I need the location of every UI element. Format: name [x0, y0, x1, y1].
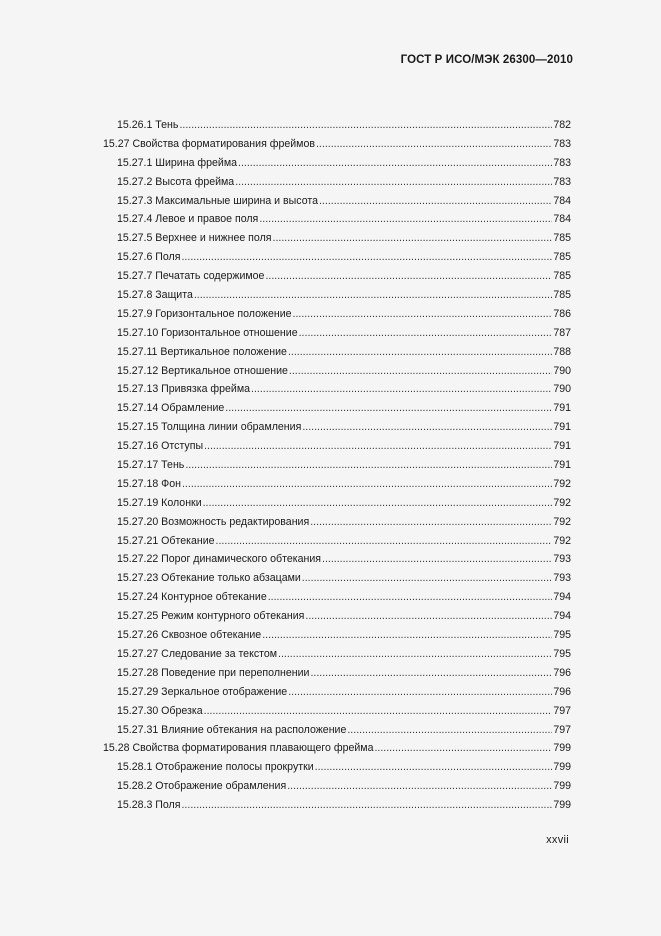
- toc-entry-page: 783: [553, 137, 571, 150]
- toc-entry-page: 790: [553, 383, 571, 396]
- toc-entry[interactable]: [103, 229, 571, 248]
- toc-leader-dots: [216, 532, 553, 551]
- toc-entry[interactable]: [103, 721, 571, 740]
- toc-leader-dots: [179, 116, 552, 135]
- toc-entry-page: 784: [553, 213, 571, 226]
- toc-entry-page: 797: [553, 723, 571, 736]
- toc-entry-page: 794: [553, 610, 571, 623]
- toc-entry-page: 792: [553, 496, 571, 509]
- toc-entry-title: 15.27.26 Сквозное обтекание: [117, 629, 262, 642]
- toc-entry-title: 15.27.7 Печатать содержимое: [117, 270, 265, 283]
- toc-entry[interactable]: [103, 626, 571, 645]
- toc-entry[interactable]: [103, 135, 571, 154]
- toc-entry[interactable]: [103, 248, 571, 267]
- toc-entry-title: 15.27.11 Вертикальное положение: [117, 345, 287, 358]
- toc-leader-dots: [305, 607, 552, 626]
- table-of-contents: [103, 116, 571, 815]
- toc-entry-title: 15.27.24 Контурное обтекание: [117, 591, 267, 604]
- toc-entry-title: 15.27.30 Обрезка: [117, 704, 203, 717]
- toc-entry-title: 15.27.27 Следование за текстом: [117, 647, 278, 660]
- document-header: ГОСТ Р ИСО/МЭК 26300—2010: [400, 54, 573, 66]
- toc-entry-page: 785: [553, 232, 571, 245]
- toc-entry-title: 15.27.17 Тень: [117, 459, 185, 472]
- toc-entry-page: 791: [553, 440, 571, 453]
- toc-entry-title: 15.27.19 Колонки: [117, 496, 202, 509]
- toc-entry[interactable]: [103, 116, 571, 135]
- toc-entry-page: 797: [553, 704, 571, 717]
- toc-entry-page: 799: [553, 799, 571, 812]
- toc-entry-title: 15.28 Свойства форматирования плавающего фрейма: [103, 742, 374, 755]
- toc-entry-title: 15.27.23 Обтекание только абзацами: [117, 572, 301, 585]
- toc-entry[interactable]: [103, 267, 571, 286]
- toc-leader-dots: [310, 513, 552, 532]
- toc-entry[interactable]: [103, 588, 571, 607]
- toc-leader-dots: [347, 721, 552, 740]
- toc-leader-dots: [273, 229, 553, 248]
- toc-entry-title: 15.27.2 Высота фрейма: [117, 175, 235, 188]
- toc-entry-page: 792: [553, 515, 571, 528]
- toc-entry[interactable]: [103, 305, 571, 324]
- toc-entry[interactable]: [103, 192, 571, 211]
- toc-entry[interactable]: [103, 645, 571, 664]
- toc-leader-dots: [238, 154, 552, 173]
- toc-entry[interactable]: [103, 607, 571, 626]
- toc-leader-dots: [299, 324, 553, 343]
- toc-entry-title: 15.27.31 Влияние обтекания на расположение: [117, 723, 347, 736]
- toc-entry-title: 15.26.1 Тень: [117, 119, 179, 131]
- toc-entry-title: 15.27.3 Максимальные ширина и высота: [117, 194, 318, 207]
- toc-entry-page: 783: [553, 156, 571, 169]
- toc-entry-title: 15.27.21 Обтекание: [117, 534, 215, 547]
- toc-entry-title: 15.27.13 Привязка фрейма: [117, 383, 251, 396]
- toc-leader-dots: [225, 399, 552, 418]
- toc-leader-dots: [287, 777, 552, 796]
- toc-entry-page: 799: [553, 780, 571, 793]
- toc-entry-page: 784: [553, 194, 571, 207]
- toc-entry-title: 15.27.28 Поведение при переполнении: [117, 666, 310, 679]
- toc-leader-dots: [315, 758, 553, 777]
- toc-leader-dots: [262, 626, 552, 645]
- toc-entry[interactable]: [103, 437, 571, 456]
- toc-entry-page: 791: [553, 459, 571, 472]
- toc-entry-title: 15.27.5 Верхнее и нижнее поля: [117, 232, 272, 245]
- toc-entry-page: 793: [553, 572, 571, 585]
- toc-entry-title: 15.27.29 Зеркальное отображение: [117, 685, 288, 698]
- toc-entry[interactable]: [103, 758, 571, 777]
- toc-entry-page: 783: [553, 175, 571, 188]
- toc-entry-title: 15.27.22 Порог динамического обтекания: [117, 553, 321, 566]
- toc-leader-dots: [319, 192, 552, 211]
- toc-entry[interactable]: [103, 550, 571, 569]
- toc-entry[interactable]: [103, 532, 571, 551]
- toc-entry-page: 795: [553, 647, 571, 660]
- toc-entry-title: 15.28.1 Отображение полосы прокрутки: [117, 761, 314, 774]
- toc-entry-page: 793: [553, 553, 571, 566]
- toc-entry-page: 790: [553, 364, 571, 377]
- toc-leader-dots: [288, 343, 552, 362]
- toc-entry[interactable]: [103, 739, 571, 758]
- toc-entry-page: 785: [553, 289, 571, 302]
- toc-entry[interactable]: [103, 210, 571, 229]
- toc-entry[interactable]: [103, 475, 571, 494]
- toc-leader-dots: [182, 475, 552, 494]
- toc-leader-dots: [322, 550, 552, 569]
- toc-leader-dots: [302, 418, 552, 437]
- toc-entry-title: 15.27.18 Фон: [117, 477, 181, 490]
- toc-entry-title: 15.27.8 Защита: [117, 289, 193, 302]
- toc-entry[interactable]: [103, 777, 571, 796]
- toc-entry[interactable]: [103, 343, 571, 362]
- toc-leader-dots: [181, 796, 552, 815]
- toc-entry[interactable]: [103, 664, 571, 683]
- toc-entry[interactable]: [103, 683, 571, 702]
- toc-entry-title: 15.27.14 Обрамление: [117, 402, 225, 415]
- toc-entry-page: 796: [553, 666, 571, 679]
- toc-entry[interactable]: [103, 154, 571, 173]
- toc-leader-dots: [259, 210, 552, 229]
- toc-entry-title: 15.27 Свойства форматирования фреймов: [103, 137, 315, 150]
- toc-leader-dots: [288, 683, 552, 702]
- toc-entry-page: 785: [553, 270, 571, 283]
- toc-entry-page: 788: [553, 345, 571, 358]
- toc-leader-dots: [235, 173, 552, 192]
- toc-entry[interactable]: [103, 418, 571, 437]
- toc-leader-dots: [302, 569, 553, 588]
- toc-leader-dots: [278, 645, 552, 664]
- toc-entry-page: 785: [553, 251, 571, 264]
- page-number: xxvii: [546, 834, 569, 846]
- toc-leader-dots: [374, 739, 552, 758]
- toc-entry-title: 15.28.3 Поля: [117, 799, 181, 812]
- toc-entry-page: 782: [553, 119, 571, 131]
- toc-leader-dots: [310, 664, 552, 683]
- toc-entry-title: 15.27.25 Режим контурного обтекания: [117, 610, 305, 623]
- toc-entry[interactable]: [103, 456, 571, 475]
- toc-leader-dots: [265, 267, 552, 286]
- toc-entry-page: 791: [553, 421, 571, 434]
- toc-entry-page: 799: [553, 761, 571, 774]
- toc-entry-title: 15.27.16 Отступы: [117, 440, 204, 453]
- toc-leader-dots: [181, 248, 552, 267]
- toc-leader-dots: [203, 494, 553, 513]
- toc-entry-page: 792: [553, 477, 571, 490]
- toc-entry-page: 796: [553, 685, 571, 698]
- toc-leader-dots: [289, 362, 552, 381]
- toc-entry[interactable]: [103, 702, 571, 721]
- toc-leader-dots: [316, 135, 552, 154]
- toc-entry-title: 15.27.9 Горизонтальное положение: [117, 307, 292, 320]
- toc-entry-title: 15.28.2 Отображение обрамления: [117, 780, 287, 793]
- toc-entry-page: 795: [553, 629, 571, 642]
- toc-entry-title: 15.27.10 Горизонтальное отношение: [117, 326, 298, 339]
- toc-entry-title: 15.27.6 Поля: [117, 251, 181, 264]
- toc-entry-title: 15.27.4 Левое и правое поля: [117, 213, 259, 226]
- toc-leader-dots: [204, 437, 552, 456]
- toc-entry-page: 799: [553, 742, 571, 755]
- toc-entry-page: 791: [553, 402, 571, 415]
- toc-entry[interactable]: [103, 286, 571, 305]
- toc-entry[interactable]: [103, 796, 571, 815]
- toc-entry[interactable]: [103, 494, 571, 513]
- toc-entry[interactable]: [103, 324, 571, 343]
- toc-entry[interactable]: [103, 569, 571, 588]
- toc-entry-page: 794: [553, 591, 571, 604]
- toc-leader-dots: [268, 588, 553, 607]
- toc-entry-page: 786: [553, 307, 571, 320]
- toc-entry[interactable]: [103, 399, 571, 418]
- toc-entry-title: 15.27.15 Толщина линии обрамления: [117, 421, 302, 434]
- toc-leader-dots: [251, 380, 552, 399]
- toc-leader-dots: [194, 286, 552, 305]
- toc-leader-dots: [204, 702, 553, 721]
- toc-entry[interactable]: [103, 380, 571, 399]
- toc-entry[interactable]: [103, 513, 571, 532]
- toc-entry-page: 792: [553, 534, 571, 547]
- toc-entry-title: 15.27.12 Вертикальное отношение: [117, 364, 288, 377]
- toc-entry[interactable]: [103, 362, 571, 381]
- toc-entry-title: 15.27.1 Ширина фрейма: [117, 156, 238, 169]
- toc-entry-page: 787: [553, 326, 571, 339]
- toc-leader-dots: [293, 305, 553, 324]
- toc-entry[interactable]: [103, 173, 571, 192]
- toc-entry-title: 15.27.20 Возможность редактирования: [117, 515, 310, 528]
- toc-leader-dots: [185, 456, 552, 475]
